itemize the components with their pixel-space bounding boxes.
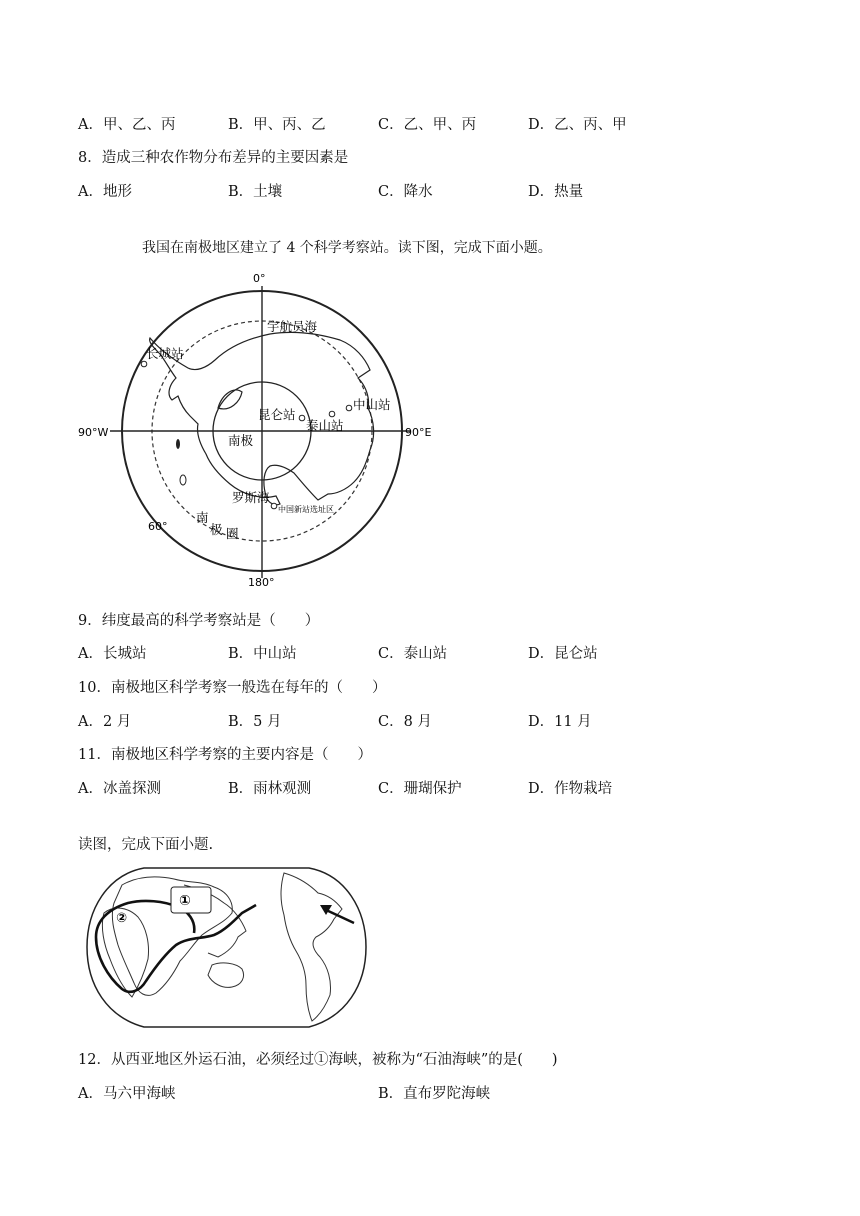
q9-option-d: D．昆仑站 <box>528 646 598 662</box>
q7-option-a: A．甲、乙、丙 <box>78 117 176 133</box>
label-new-station-site: 中国新站选址区 <box>278 505 334 514</box>
q10-option-d: D．11 月 <box>528 714 592 730</box>
label-taishan-station: 泰山站 <box>306 418 344 433</box>
label-90w: 90°W <box>78 426 109 439</box>
q11-stem: 11．南极地区科学考察的主要内容是（ ） <box>78 747 372 763</box>
q10-stem: 10．南极地区科学考察一般选在每年的（ ） <box>78 680 387 696</box>
q12-option-a: A．马六甲海峡 <box>78 1086 176 1102</box>
q8-option-c: C．降水 <box>378 184 433 200</box>
q8-option-a: A．地形 <box>78 184 132 200</box>
q7-option-d: D．乙、丙、甲 <box>528 117 627 133</box>
q8-option-b: B．土壤 <box>228 184 283 200</box>
q12-stem: 12．从西亚地区外运石油，必须经过①海峡，被称为“石油海峡”的是( ) <box>78 1052 558 1068</box>
q9-option-a: A．长城站 <box>78 646 147 662</box>
label-yuhangyuan-sea: 宇航员海 <box>267 319 318 334</box>
q9-option-c: C．泰山站 <box>378 646 448 662</box>
antarctic-map <box>70 268 450 598</box>
map-border <box>87 868 366 1027</box>
q8-option-d: D．热量 <box>528 184 584 200</box>
label-changcheng-station: 长城站 <box>146 346 184 361</box>
q10-option-b: B．5 月 <box>228 714 282 730</box>
q9-option-b: B．中山站 <box>228 646 297 662</box>
q9-stem: 9．纬度最高的科学考察站是（ ） <box>78 613 320 629</box>
route-arrow <box>324 909 354 923</box>
strait-label-1: ① <box>179 893 191 909</box>
q11-option-b: B．雨林观测 <box>228 781 312 797</box>
label-circle-char-1: 南 <box>196 510 209 525</box>
q11-option-d: D．作物栽培 <box>528 781 613 797</box>
world-map <box>84 865 369 1030</box>
q7-option-b: B．甲、丙、乙 <box>228 117 326 133</box>
strait-label-2: ② <box>116 911 128 926</box>
label-ross-sea: 罗斯海 <box>232 490 270 505</box>
q7-option-c: C．乙、甲、丙 <box>378 117 477 133</box>
label-zhongshan-station: 中山站 <box>353 397 391 412</box>
label-0-degree: 0° <box>253 272 266 285</box>
label-circle-char-2: 极 <box>210 522 223 537</box>
label-south-pole: 南极 <box>228 433 254 448</box>
antarctic-intro: 我国在南极地区建立了 4 个科学考察站。读下图，完成下面小题。 <box>142 240 552 256</box>
label-90e: 90°E <box>405 426 432 439</box>
label-circle-char-3: 圈 <box>226 526 239 541</box>
world-intro: 读图，完成下面小题. <box>78 837 214 853</box>
label-kunlun-station: 昆仑站 <box>258 407 296 422</box>
label-60-degree: 60° <box>148 520 168 533</box>
label-180-degree: 180° <box>248 576 275 589</box>
q10-option-c: C．8 月 <box>378 714 432 730</box>
q11-option-c: C．珊瑚保护 <box>378 781 462 797</box>
q12-option-b: B．直布罗陀海峡 <box>378 1086 491 1102</box>
q10-option-a: A．2 月 <box>78 714 132 730</box>
q11-option-a: A．冰盖探测 <box>78 781 161 797</box>
q8-stem: 8．造成三种农作物分布差异的主要因素是 <box>78 150 349 166</box>
